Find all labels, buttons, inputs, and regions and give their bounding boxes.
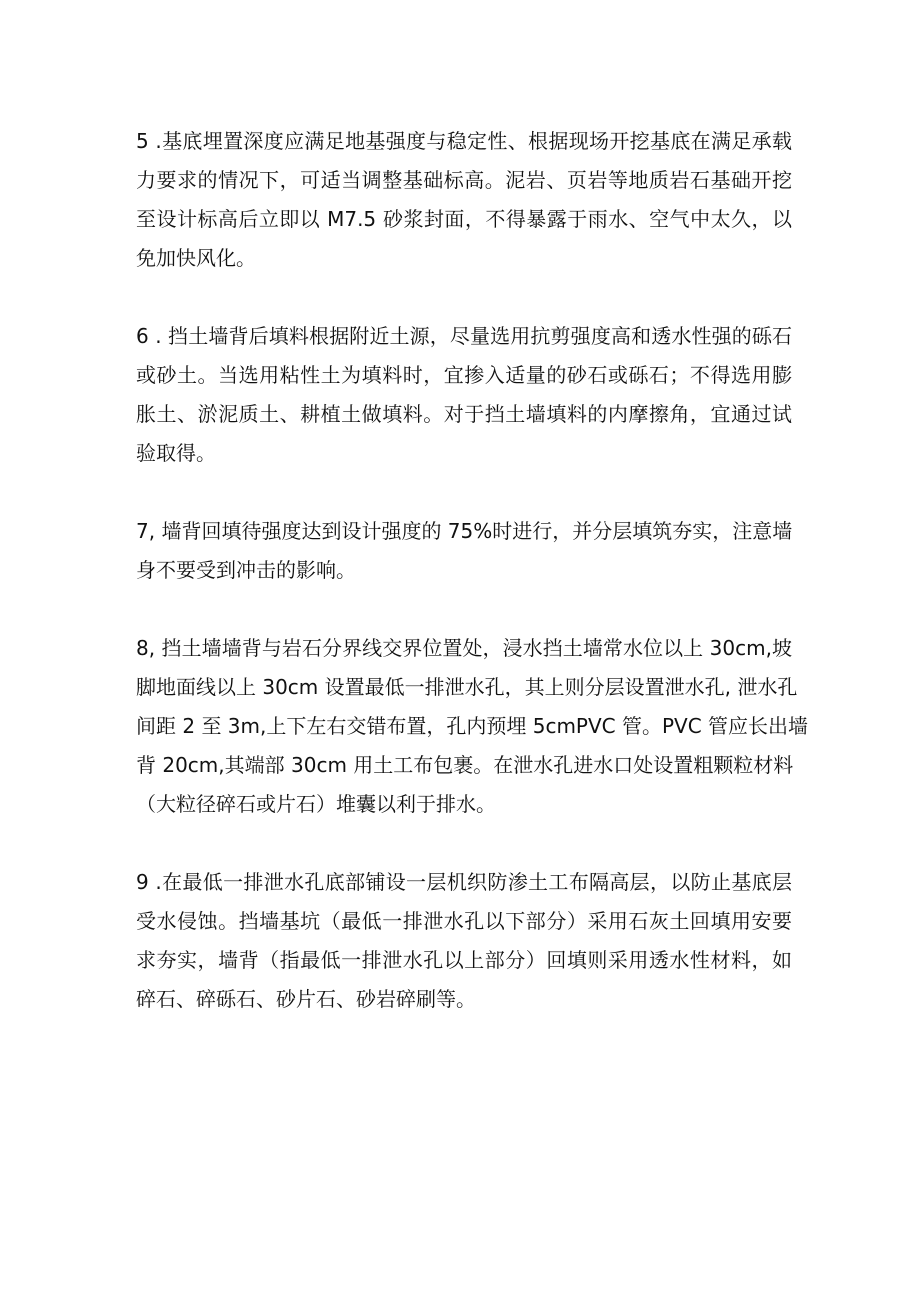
text-line: 脚地面线以上 30cm 设置最低一排泄水孔，其上则分层设置泄水孔, 泄水孔	[136, 675, 798, 699]
text-line: 8, 挡土墙墙背与岩石分界线交界位置处，浸水挡土墙常水位以上 30cm,坡	[136, 636, 792, 660]
text-line: 7, 墙背回填待强度达到设计强度的 75%时进行，并分层填筑夯实，注意墙	[136, 519, 793, 543]
paragraph-6	[136, 317, 792, 473]
text-line: 或砂土。当选用粘性土为填料时，宜掺入适量的砂石或砾石；不得选用膨	[136, 363, 792, 387]
text-line: 身不要受到冲击的影响。	[136, 558, 356, 582]
paragraph-8	[136, 629, 809, 824]
text-line: 胀土、淤泥质土、耕植土做填料。对于挡土墙填料的内摩擦角，宜通过试	[136, 402, 792, 426]
text-line: 力要求的情况下，可适当调整基础标高。泥岩、页岩等地质岩石基础开挖	[136, 168, 792, 192]
text-line: 受水侵蚀。挡墙基坑（最低一排泄水孔以下部分）采用石灰土回填用安要	[136, 909, 792, 933]
paragraph-9	[136, 863, 792, 1019]
paragraph-7	[136, 512, 792, 590]
text-line: （大粒径碎石或片石）堆囊以利于排水。	[136, 792, 496, 816]
document-body	[136, 122, 809, 1058]
text-line: 间距 2 至 3m,上下左右交错布置，孔内预埋 5cmPVC 管。PVC 管应长出墙	[136, 714, 809, 738]
text-line: 求夯实，墙背（指最低一排泄水孔以上部分）回填则采用透水性材料，如	[136, 948, 792, 972]
text-line: 9 .在最低一排泄水孔底部铺设一层机织防渗土工布隔高层，以防止基底层	[136, 870, 792, 894]
text-line: 免加快风化。	[136, 246, 256, 270]
text-line: 5 .基底埋置深度应满足地基强度与稳定性、根据现场开挖基底在满足承载	[136, 129, 792, 153]
text-line: 6 . 挡土墙背后填料根据附近土源，尽量选用抗剪强度高和透水性强的砾石	[136, 324, 792, 348]
text-line: 背 20cm,其端部 30cm 用土工布包裹。在泄水孔进水口处设置粗颗粒材料	[136, 753, 794, 777]
paragraph-5	[136, 122, 792, 278]
text-line: 碎石、碎砾石、砂片石、砂岩碎刷等。	[136, 987, 476, 1011]
text-line: 验取得。	[136, 441, 216, 465]
text-line: 至设计标高后立即以 M7.5 砂浆封面，不得暴露于雨水、空气中太久，以	[136, 207, 792, 231]
